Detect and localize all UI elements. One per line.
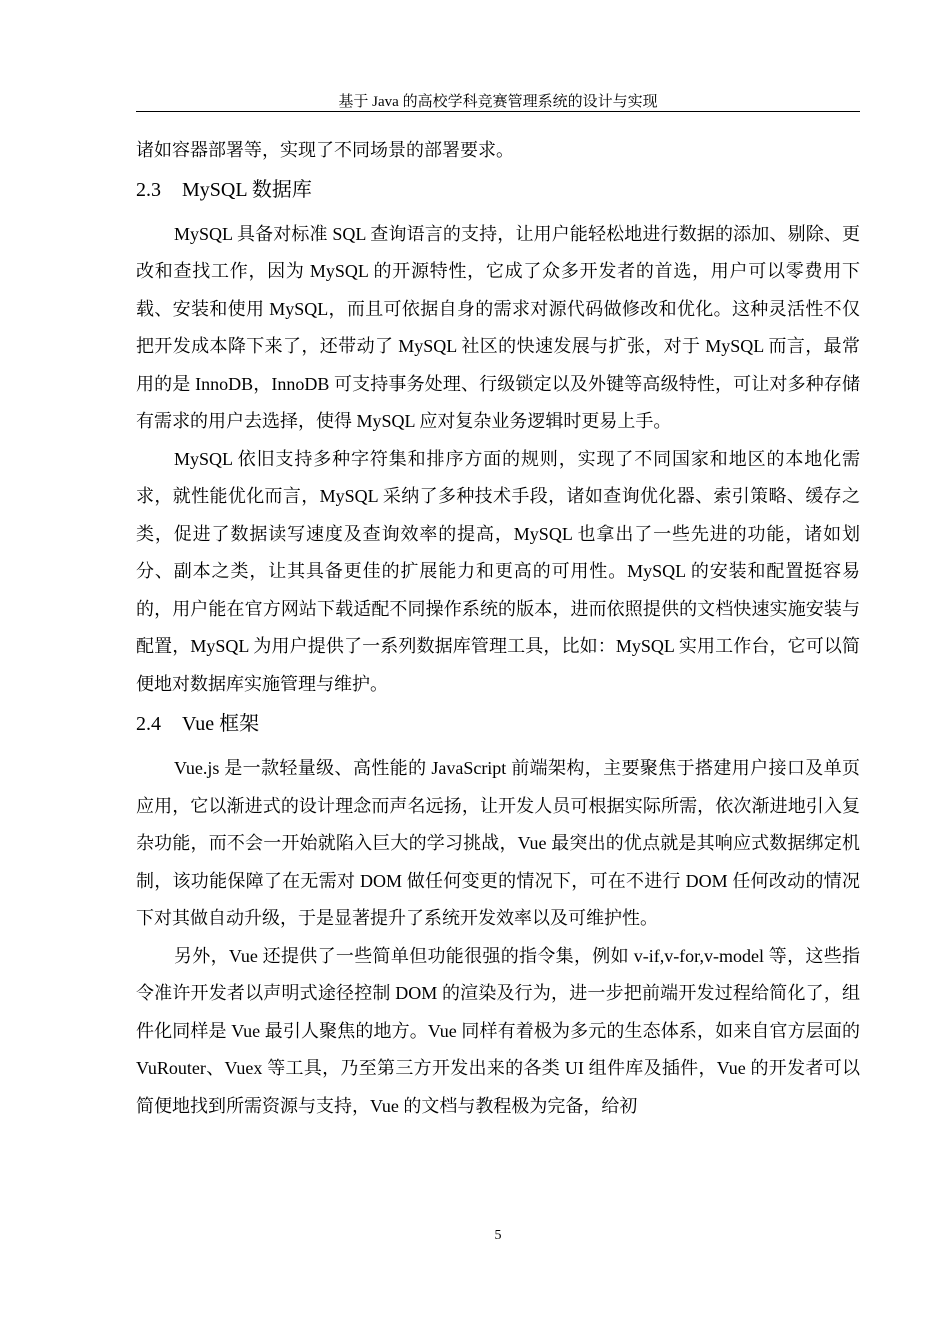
continuation-paragraph: 诸如容器部署等，实现了不同场景的部署要求。 bbox=[136, 140, 514, 160]
section-number: 2.3 bbox=[136, 178, 161, 201]
paragraph: MySQL 具备对标准 SQL 查询语言的支持，让用户能轻松地进行数据的添加、剔除、更改和查找工作，因为 MySQL 的开源特性，它成了众多开发者的首选，用户可以零费用下载、安装和使用 MySQL，而且可依据自身的需求对源代码做修改和优化。这种灵活性不仅把开发成本降下来了，还带动了 MySQL 社区的快速发展与扩张，对于 MySQL 而言，最常用的是 InnoDB，InnoDB 可支持事务处理、行级锁定以及外键等高级特性，可让对多种存储有需求的用户去选择，使得 MySQL 应对复杂业务逻辑时更易上手。 bbox=[136, 223, 860, 431]
section-heading-2-4 bbox=[136, 712, 860, 736]
paragraph: 另外，Vue 还提供了一些简单但功能很强的指令集，例如 v-if,v-for,v-model 等，这些指令准许开发者以声明式途径控制 DOM 的渲染及行为，进一步把前端开发过程给简化了，组件化同样是 Vue 最引人聚焦的地方。Vue 同样有着极为多元的生态体系，如来自官方层面的 VuRouter、Vuex 等工具，乃至第三方开发出来的各类 UI 组件库及插件，Vue 的开发者可以简便地找到所需资源与支持，Vue 的文档与教程极为完备，给初 bbox=[136, 945, 860, 1116]
paragraph: Vue.js 是一款轻量级、高性能的 JavaScript 前端架构，主要聚焦于搭建用户接口及单页应用，它以渐进式的设计理念而声名远扬，让开发人员可根据实际所需，依次渐进地引入复杂功能，而不会一开始就陷入巨大的学习挑战，Vue 最突出的优点就是其响应式数据绑定机制，该功能保障了在无需对 DOM 做任何变更的情况下，可在不进行 DOM 任何改动的情况下对其做自动升级，于是显著提升了系统开发效率以及可维护性。 bbox=[136, 758, 860, 928]
paragraph: MySQL 依旧支持多种字符集和排序方面的规则，实现了不同国家和地区的本地化需求，就性能优化而言，MySQL 采纳了多种技术手段，诸如查询优化器、索引策略、缓存之类，促进了数据读写速度及查询效率的提高，MySQL 也拿出了一些先进的功能，诸如划分、副本之类，让其具备更佳的扩展能力和更高的可用性。MySQL 的安装和配置挺容易的，用户能在官方网站下载适配不同操作系统的版本，进而依照提供的文档快速实施安装与配置，MySQL 为用户提供了一系列数据库管理工具，比如：MySQL 实用工作台，它可以简便地对数据库实施管理与维护。 bbox=[136, 448, 860, 694]
page-body bbox=[136, 132, 860, 1125]
section-heading-2-3 bbox=[136, 178, 860, 202]
header-rule bbox=[136, 111, 860, 112]
page-number: 5 bbox=[494, 1228, 502, 1243]
section-number: 2.4 bbox=[136, 713, 161, 735]
section-title: MySQL 数据库 bbox=[182, 178, 312, 201]
running-header: 基于 Java 的高校学科竞赛管理系统的设计与实现 bbox=[338, 94, 658, 110]
section-title: Vue 框架 bbox=[182, 713, 260, 735]
